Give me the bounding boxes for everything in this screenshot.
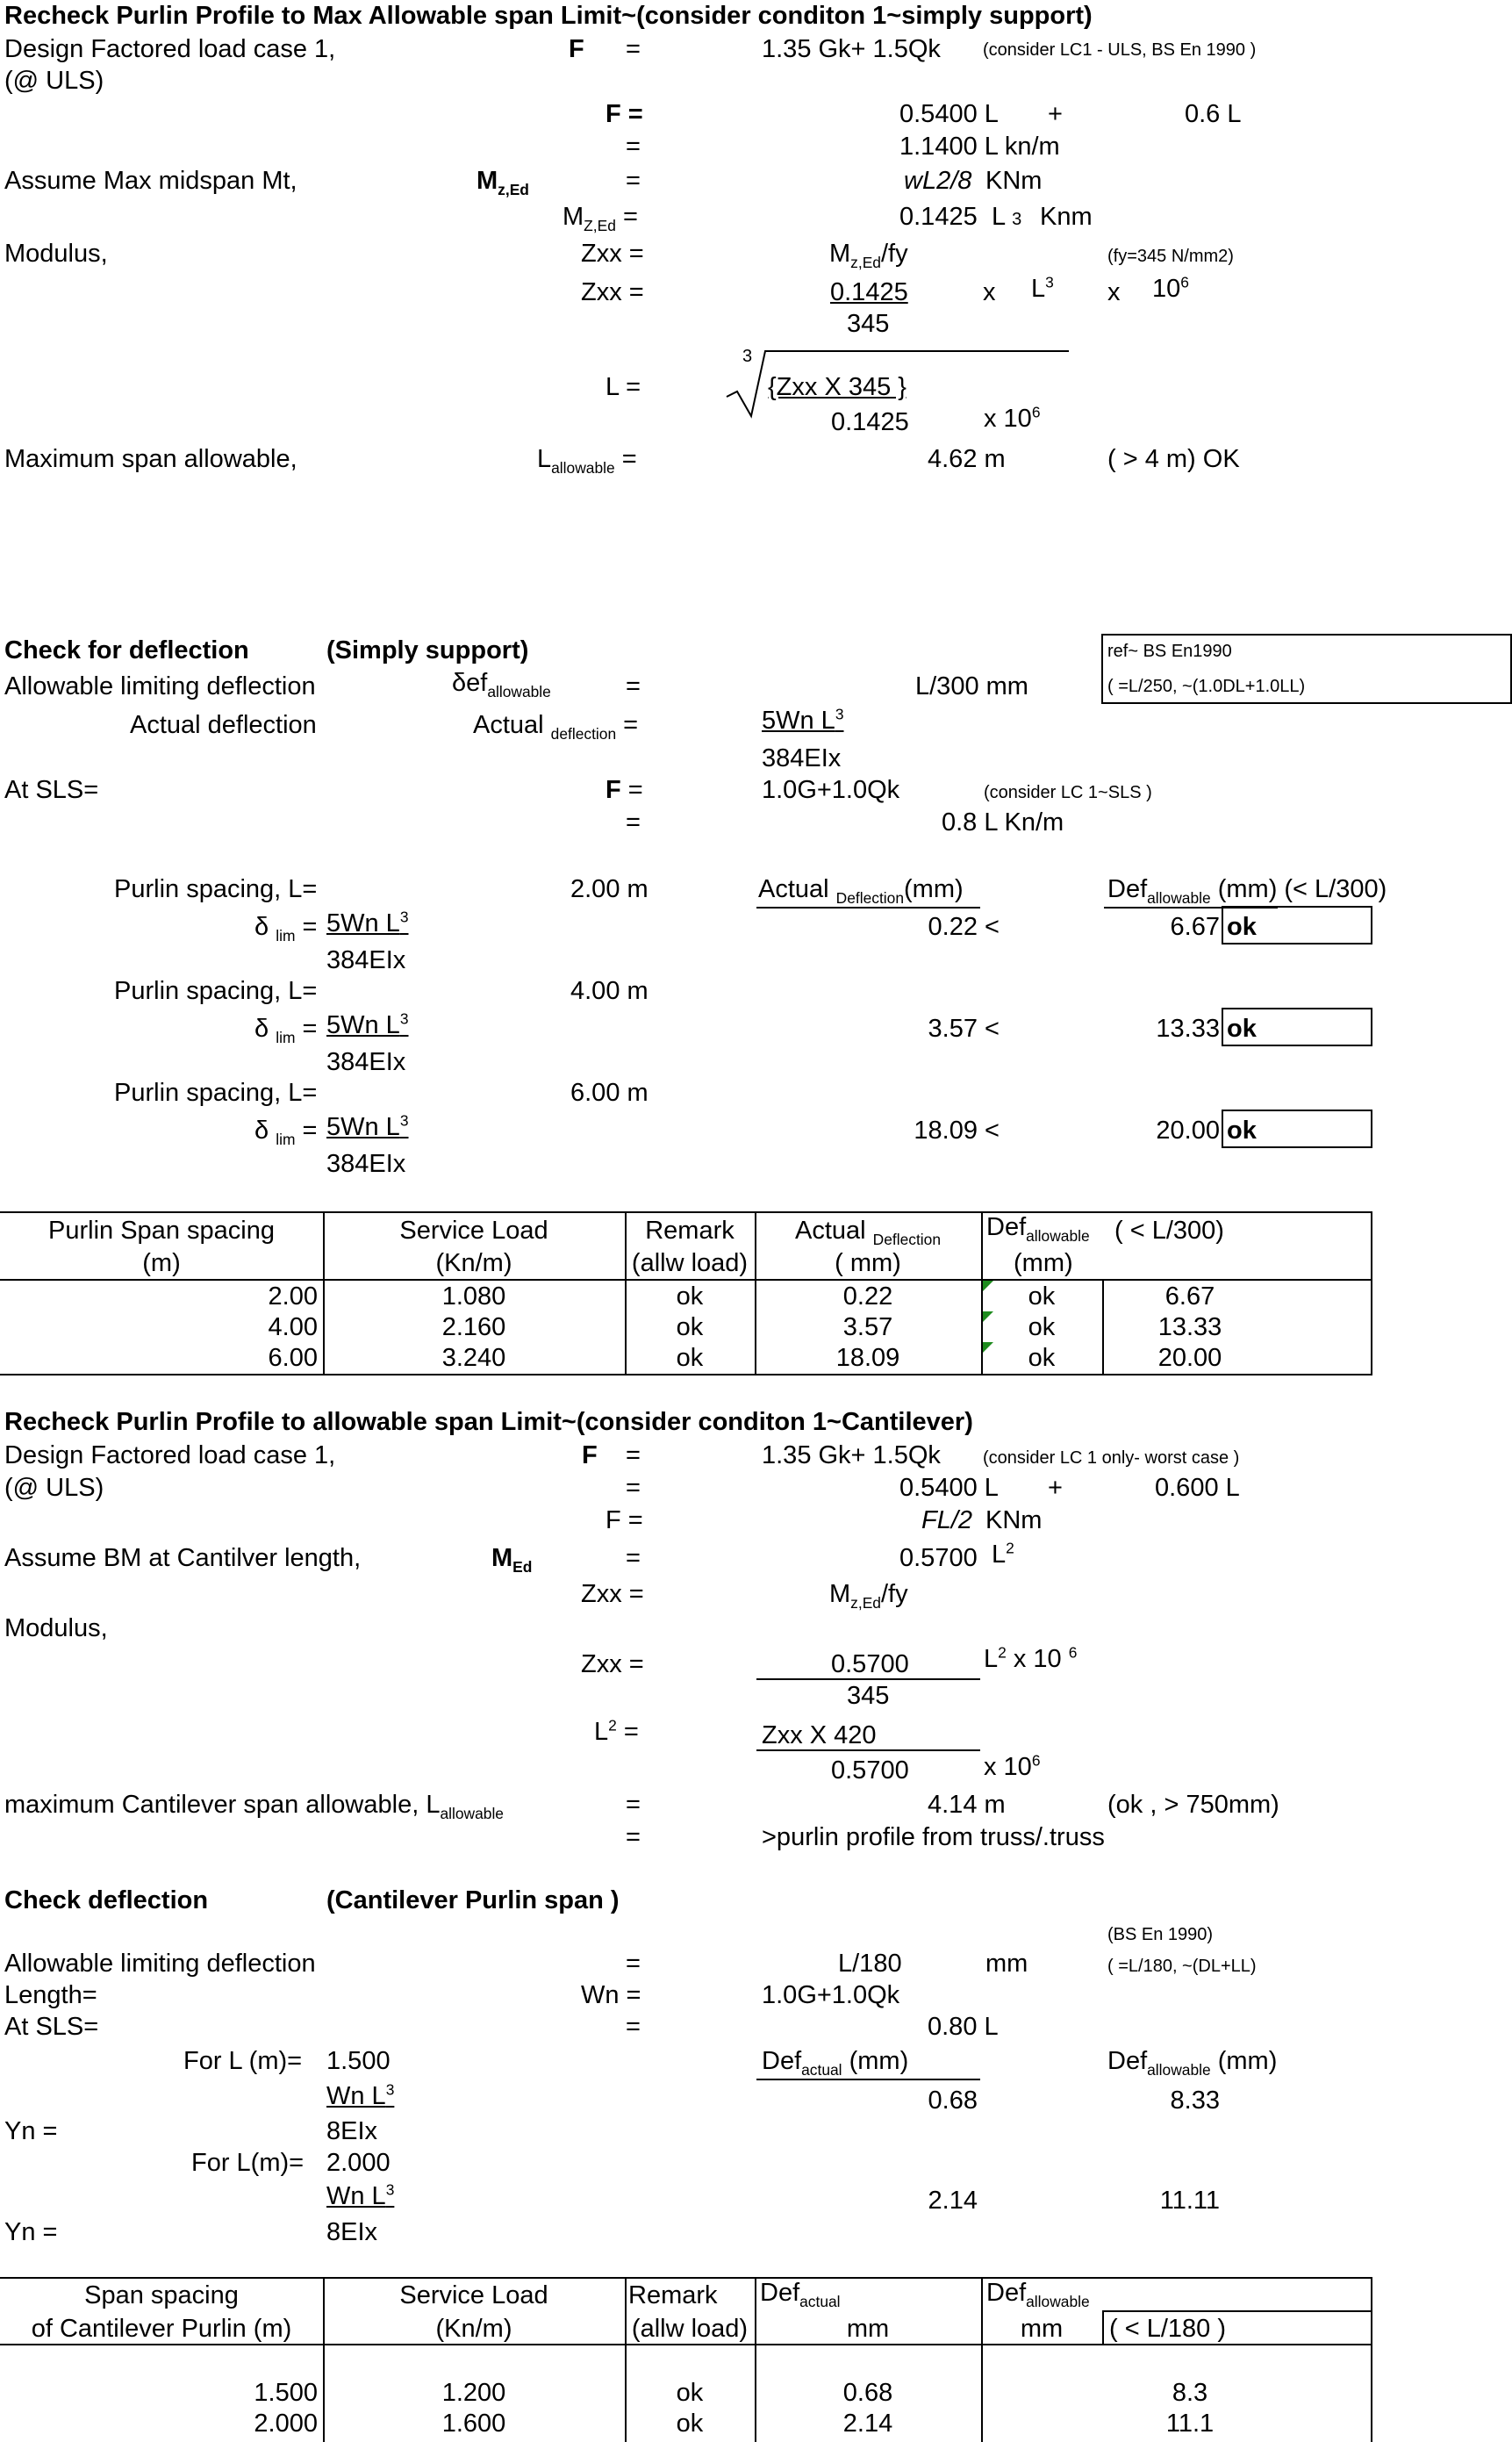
spacing-label: Purlin spacing, L=: [114, 875, 318, 903]
table-cell-status: ok: [1028, 1282, 1056, 1311]
sls-label: At SLS=: [4, 2013, 99, 2041]
sls-value: 0.80 L: [928, 2013, 999, 2041]
formula-denominator: 384EIx: [326, 1150, 406, 1178]
root-index: 3: [742, 347, 753, 366]
allow-deflection-value: 20.00: [1156, 1117, 1220, 1145]
formula-numerator: 5Wn $L^3$: [762, 705, 844, 735]
spacing-value: 2.00 m: [570, 875, 649, 903]
allow-deflection-label: Allowable limiting deflection: [4, 1950, 316, 1978]
times-sign: x: [1107, 278, 1121, 306]
f-total: 1.1400 L kn/m: [899, 133, 1060, 161]
uls-label: (@ ULS): [4, 67, 104, 95]
plus-sign: +: [1048, 1474, 1063, 1502]
table-cell-allow: 11.1: [1165, 2410, 1215, 2438]
zxx-label: Zxx =: [581, 1580, 644, 1608]
table-cell-span: 2.00: [268, 1282, 318, 1311]
ref-note-2: ( =L/180, ~(DL+LL): [1107, 1957, 1257, 1976]
l2-times: x $10^6$: [984, 1751, 1041, 1781]
equals: =: [626, 133, 641, 161]
equals: =: [626, 1544, 641, 1572]
med-symbol: $M_{Ed}$: [491, 1544, 533, 1576]
f-note: (consider LC 1 only- worst case ): [983, 1448, 1240, 1468]
equals: =: [626, 167, 641, 195]
sls-value: 0.8 L Kn/m: [942, 808, 1064, 837]
delta-lim: δ $_{lim}$ =: [254, 1117, 318, 1148]
col-header-span-sub: of Cantilever Purlin (m): [31, 2315, 292, 2343]
bm-value: 0.5700: [899, 1544, 978, 1572]
delta-lim: δ $_{lim}$ =: [254, 1015, 318, 1046]
actual-deflection-value: 0.22: [928, 913, 978, 941]
f-formula: 1.35 Gk+ 1.5Qk: [762, 35, 941, 63]
actual-symbol: Actual $_{deflection}$ =: [473, 711, 639, 743]
f-symbol: F: [569, 35, 584, 63]
bm-l-squared: $L^2$: [992, 1539, 1014, 1569]
wl-formula: wL2/8: [904, 167, 972, 195]
def-allowable-header: Def$_{allowable}$ (mm): [1107, 2047, 1278, 2079]
ref-note: (BS En 1990): [1107, 1925, 1214, 1944]
equals: =: [626, 1474, 641, 1502]
f-eq-label: F =: [606, 100, 643, 128]
allow-value: L/300 mm: [915, 672, 1028, 700]
section2-subtitle: (Simply support): [326, 636, 529, 664]
allow-deflection-label: Allowable limiting deflection: [4, 672, 316, 700]
yn-label: Yn =: [4, 2218, 58, 2246]
zxx-multiplier: $L^2$ x 10 $^6$: [984, 1643, 1078, 1673]
status-ok: ok: [1227, 913, 1257, 941]
def-allowable-value: 11.11: [1159, 2187, 1220, 2215]
header-underline: [756, 907, 980, 909]
sls-note: (consider LC 1~SLS ): [984, 783, 1152, 802]
col-header-load: Service Load: [399, 1217, 548, 1245]
formula-numerator: 5Wn $L^3$: [326, 908, 409, 937]
fraction-bar: [756, 1678, 980, 1680]
zxx-denominator: 345: [847, 310, 890, 338]
fraction-bar: [756, 1749, 980, 1751]
max-span-label: Maximum span allowable,: [4, 445, 297, 473]
table-cell-load: 3.240: [441, 1344, 506, 1372]
uls-label: (@ ULS): [4, 1474, 104, 1502]
spacing-label: Purlin spacing, L=: [114, 1079, 318, 1107]
col-header-remark-sub: (allw load): [631, 1249, 749, 1277]
zxx-numerator: 0.1425: [830, 278, 908, 306]
table-cell-actual: 0.68: [842, 2379, 893, 2407]
table-cell-actual: 0.22: [842, 1282, 893, 1311]
wn-label: Wn =: [581, 1981, 641, 2009]
f-val1: 0.5400 L: [899, 100, 999, 128]
table-cell-remark: ok: [676, 1344, 704, 1372]
spacing-label: Purlin spacing, L=: [114, 977, 318, 1005]
less-than: <: [985, 1117, 1000, 1145]
equals: =: [626, 1441, 641, 1469]
f-formula: 1.35 Gk+ 1.5Qk: [762, 1441, 941, 1469]
formula-denominator: 384EIx: [326, 1048, 406, 1076]
table-cell-status: ok: [1028, 1313, 1056, 1341]
col-header-actual-unit: ( mm): [835, 1249, 901, 1277]
col-header-load-unit: (Kn/m): [435, 2315, 512, 2343]
mz-fy: $M_{z,Ed}/fy$: [829, 1580, 908, 1612]
col-header-span-unit: (m): [142, 1249, 181, 1277]
table-cell-actual: 18.09: [835, 1344, 900, 1372]
f-val2: 0.600 L: [1155, 1474, 1240, 1502]
col-header-remark: Remark: [628, 2281, 718, 2309]
col-header-actual: Actual $_{Deflection}$: [794, 1217, 941, 1248]
knm-unit: KNm: [985, 1506, 1043, 1534]
col-header-remark: Remark: [645, 1217, 735, 1245]
for-length-label: For L (m)=: [183, 2047, 303, 2075]
yn-label: Yn =: [4, 2117, 58, 2145]
equals: =: [626, 35, 641, 63]
max-span-value: 4.62 m: [928, 445, 1006, 473]
table-cell-load: 2.160: [441, 1313, 506, 1341]
fl-formula: FL/2: [921, 1506, 973, 1534]
def-actual-value: 0.68: [928, 2086, 978, 2115]
section3-title: Recheck Purlin Profile to allowable span Limit~(consider conditon 1~Cantilever): [4, 1408, 973, 1436]
def-allowable-value: 8.33: [1170, 2086, 1220, 2115]
col-header-load: Service Load: [399, 2281, 548, 2309]
root-numerator: {Zxx X 345 }: [768, 373, 906, 401]
table-cell-actual: 3.57: [842, 1313, 893, 1341]
mz-fy: $M_{z,Ed}/fy$: [829, 240, 908, 271]
def-allowable-header: Def$_{allowable}$ (mm) (< L/300): [1107, 875, 1387, 907]
profile-note: >purlin profile from truss/.truss: [762, 1823, 1105, 1851]
zxx-label: Zxx =: [581, 1650, 644, 1678]
mm-unit: mm: [985, 1950, 1028, 1978]
wn-formula: 1.0G+1.0Qk: [762, 1981, 900, 2009]
section2-title: Check for deflection: [4, 636, 249, 664]
table-cell-span: 2.000: [254, 2410, 318, 2438]
design-load-label: Design Factored load case 1,: [4, 1441, 336, 1469]
header-underline: [756, 2079, 980, 2080]
formula-denominator: 384EIx: [762, 744, 842, 772]
table-cell-status: ok: [1028, 1344, 1056, 1372]
formula-numerator: Wn $L^3$: [326, 2080, 395, 2110]
equals: =: [626, 808, 641, 837]
length-label: Length=: [4, 1981, 97, 2009]
l-eq-label: L =: [606, 373, 641, 401]
knm-unit: KNm: [985, 167, 1043, 195]
section1-title: Recheck Purlin Profile to Max Allowable span Limit~(consider conditon 1~simply support): [4, 2, 1093, 30]
table-cell-remark: ok: [676, 1313, 704, 1341]
table-cell-allow: 8.3: [1172, 2379, 1208, 2407]
allow-value: L/180: [838, 1950, 902, 1978]
root-denominator: 0.1425: [831, 408, 909, 436]
for-length-value: 1.500: [326, 2047, 391, 2075]
for-length-value: 2.000: [326, 2149, 391, 2177]
spacing-value: 6.00 m: [570, 1079, 649, 1107]
zxx-denominator: 345: [847, 1682, 890, 1710]
table-cell-remark: ok: [676, 2410, 704, 2438]
mt-label: Assume Max midspan Mt,: [4, 167, 297, 195]
table-cell-actual: 2.14: [842, 2410, 893, 2438]
actual-deflection-value: 18.09: [914, 1117, 978, 1145]
f-val2: 0.6 L: [1185, 100, 1242, 128]
actual-deflection-header: Actual $_{Deflection}$(mm): [758, 875, 964, 907]
f-symbol: F =: [606, 776, 643, 804]
equals: =: [626, 1950, 641, 1978]
l-allowable: $L_{allowable}$ =: [537, 445, 637, 477]
mzed-value: 0.1425: [899, 203, 978, 231]
col-header-load-unit: (Kn/m): [435, 1249, 512, 1277]
modulus-label: Modulus,: [4, 1614, 108, 1642]
formula-numerator: 5Wn $L^3$: [326, 1111, 409, 1141]
ref-line1: ref~ BS En1990: [1107, 642, 1232, 661]
l2-denominator: 0.5700: [831, 1756, 909, 1785]
times-sign: x: [983, 278, 996, 306]
col-header-span: Purlin Span spacing: [48, 1217, 275, 1245]
col-header-actual: Def$_{actual}$: [760, 2279, 841, 2310]
allow-deflection-value: 6.67: [1170, 913, 1220, 941]
formula-numerator: Wn $L^3$: [326, 2180, 395, 2210]
equals: =: [626, 2013, 641, 2041]
less-than: <: [985, 1015, 1000, 1043]
max-cantilever-label: maximum Cantilever span allowable, $L_{allowable}$: [4, 1791, 504, 1822]
table-cell-allow: 6.67: [1164, 1282, 1215, 1311]
actual-deflection-label: Actual deflection: [130, 711, 317, 739]
section4-title: Check deflection: [4, 1886, 209, 1914]
ref-line2: ( =L/250, ~(1.0DL+1.0LL): [1107, 677, 1306, 696]
max-cantilever-value: 4.14 m: [928, 1791, 1006, 1819]
col-header-limit: ( < L/180 ): [1109, 2315, 1226, 2343]
zxx-label: Zxx =: [581, 278, 644, 306]
allow-deflection-value: 13.33: [1156, 1015, 1220, 1043]
zxx-numerator: 0.5700: [831, 1650, 909, 1678]
zxx-label: Zxx =: [581, 240, 644, 268]
equals: =: [626, 1823, 641, 1851]
sls-formula: 1.0G+1.0Qk: [762, 776, 900, 804]
col-header-allowable: Def$_{allowable}$: [986, 2279, 1090, 2310]
col-header-allowable-unit: mm: [1020, 2315, 1064, 2343]
ten-pow-6: $10^6$: [1152, 273, 1189, 303]
l2-numerator: Zxx X 420: [762, 1721, 877, 1749]
table-cell-load: 1.080: [441, 1282, 506, 1311]
f-val1: 0.5400 L: [899, 1474, 999, 1502]
status-ok: ok: [1227, 1117, 1257, 1145]
l-squared-label: $L^2$ =: [594, 1716, 639, 1746]
def-allowable-symbol: δef$_{allowable}$: [452, 669, 551, 700]
equals: =: [626, 672, 641, 700]
root-times: x $10^6$: [984, 403, 1041, 433]
table-cell-load: 1.200: [441, 2379, 506, 2407]
table-cell-remark: ok: [676, 2379, 704, 2407]
plus-sign: +: [1048, 100, 1063, 128]
col-header-span: Span spacing: [84, 2281, 239, 2309]
mzed2-label: $M_{Z,Ed}$ =: [563, 203, 638, 234]
formula-denominator: 8EIx: [326, 2218, 378, 2246]
table-cell-span: 6.00: [268, 1344, 318, 1372]
delta-lim: δ $_{lim}$ =: [254, 913, 318, 944]
formula-denominator: 384EIx: [326, 946, 406, 974]
table-cell-span: 4.00: [268, 1313, 318, 1341]
l-cubed: $L^3$: [1031, 273, 1054, 303]
def-actual-value: 2.14: [928, 2187, 978, 2215]
formula-numerator: 5Wn $L^3$: [326, 1009, 409, 1039]
table-cell-allow: 20.00: [1157, 1344, 1222, 1372]
table-cell-remark: ok: [676, 1282, 704, 1311]
status-ok: ok: [1227, 1015, 1257, 1043]
f-symbol: F: [582, 1441, 598, 1469]
max-cantilever-ok: (ok , > 750mm): [1107, 1791, 1279, 1819]
f-eq-label: F =: [606, 1506, 643, 1534]
bm-label: Assume BM at Cantilver length,: [4, 1544, 362, 1572]
col-header-limit: ( < L/300): [1114, 1217, 1224, 1245]
sls-label: At SLS=: [4, 776, 99, 804]
mzed-symbol: $M_{z,Ed}$: [477, 167, 529, 198]
fy-note: (fy=345 N/mm2): [1107, 247, 1234, 266]
col-header-actual-unit: mm: [846, 2315, 890, 2343]
table-cell-span: 1.500: [254, 2379, 318, 2407]
table-cell-allow: 13.33: [1157, 1313, 1222, 1341]
spacing-value: 4.00 m: [570, 977, 649, 1005]
section4-subtitle: (Cantilever Purlin span ): [326, 1886, 620, 1914]
col-header-allowable-unit: (mm): [1014, 1249, 1073, 1277]
max-span-ok: ( > 4 m) OK: [1107, 445, 1240, 473]
modulus-label: Modulus,: [4, 240, 108, 268]
design-load-label: Design Factored load case 1,: [4, 35, 336, 63]
actual-deflection-value: 3.57: [928, 1015, 978, 1043]
col-header-allowable: Def$_{allowable}$: [986, 1213, 1090, 1245]
f-note: (consider LC1 - ULS, BS En 1990 ): [983, 40, 1257, 60]
mzed-l: L 3: [992, 203, 1022, 231]
less-than: <: [985, 913, 1000, 941]
equals: =: [626, 1791, 641, 1819]
table-cell-load: 1.600: [441, 2410, 506, 2438]
for-length-label: For L(m)=: [191, 2149, 305, 2177]
def-actual-header: Def$_{actual}$ (mm): [762, 2047, 909, 2079]
col-header-remark-sub: (allw load): [631, 2315, 749, 2343]
mzed-unit: Knm: [1040, 203, 1093, 231]
formula-denominator: 8EIx: [326, 2117, 378, 2145]
